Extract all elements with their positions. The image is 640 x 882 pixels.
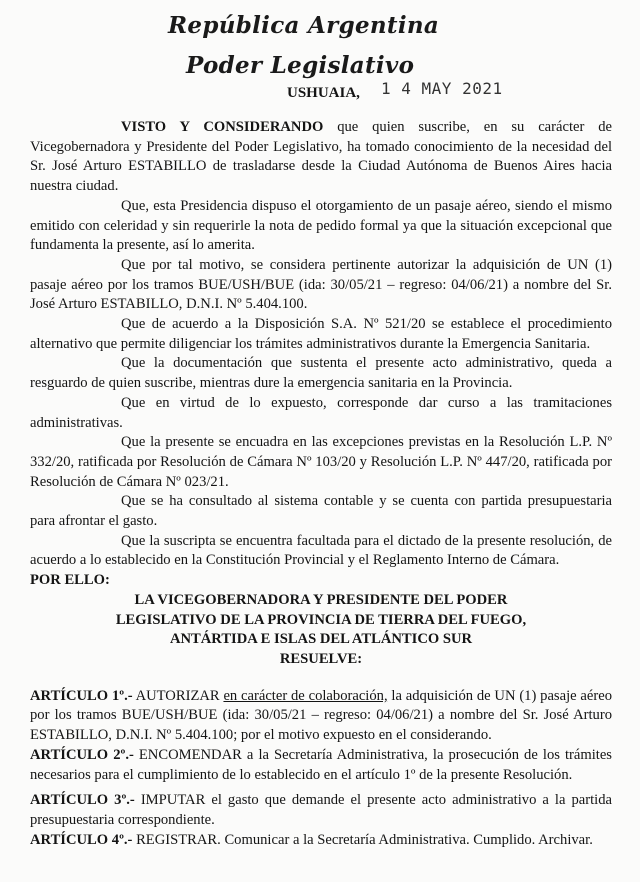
article-2 <box>30 746 612 785</box>
article-label: ARTÍCULO 2º.- <box>30 746 134 763</box>
considerando-paragraph: Que la presente se encuadra en las excepciones previstas en la Resolución L.P. Nº 332/20, ratificada por Resolución de Cámara Nº 103/20 y Resolución L.P. Nº 447/20, ratificada por Resolución de Cámara Nº 023/21. <box>30 434 612 490</box>
letterhead-poder-legislativo: Poder Legislativo <box>186 52 415 79</box>
article-text: IMPUTAR el gasto que demande el presente acto administrativo a la partida presupuestaria correspondiente. <box>30 792 612 828</box>
article-underlined-text: en carácter de colaboración, <box>223 687 388 704</box>
considerando-paragraph: Que la suscripta se encuentra facultada para el dictado de la presente resolución, de acuerdo a lo establecido en la Constitución Provincial y el Reglamento Interno de Cámara. <box>30 532 612 569</box>
article-3 <box>30 791 612 830</box>
article-text: ENCOMENDAR a la Secretaría Administrativa, la prosecución de los trámites necesarios para el cumplimiento de lo establecido en el artículo 1º de la presente Resolución. <box>30 746 612 783</box>
city-label: USHUAIA, <box>287 85 360 101</box>
article-text: REGISTRAR. Comunicar a la Secretaría Administrativa. Cumplido. Archivar. <box>132 831 593 848</box>
article-label: ARTÍCULO 1º.- <box>30 687 133 704</box>
article-4 <box>30 831 612 851</box>
article-1 <box>30 687 612 746</box>
considerando-paragraph: Que, esta Presidencia dispuso el otorgamiento de un pasaje aéreo, siendo el mismo emitido con celeridad y sin requerirle la nota de pedido formal ya que la situación excepcional que fundamenta la presente, así lo amerita. <box>30 197 612 254</box>
visto-lead: VISTO Y CONSIDERANDO <box>121 119 324 135</box>
article-text: AUTORIZAR <box>132 687 224 704</box>
article-label: ARTÍCULO 4º.- <box>30 831 133 848</box>
resuelve-heading: RESUELVE: <box>279 650 363 667</box>
resolution-body <box>30 118 612 850</box>
por-ello-heading: POR ELLO: <box>30 572 110 589</box>
visto-paragraph <box>30 118 612 197</box>
considerando-paragraph: Que se ha consultado al sistema contable y se cuenta con partida presupuestaria para afrontar el gasto. <box>30 493 612 530</box>
article-label: ARTÍCULO 3º.- <box>30 792 135 809</box>
authority-line: LA VICEGOBERNADORA Y PRESIDENTE DEL PODER <box>134 591 508 608</box>
considerando-paragraph: Que por tal motivo, se considera pertinente autorizar la adquisición de UN (1) pasaje aéreo por los tramos BUE/USH/BUE (ida: 30/05/21 – regreso: 04/06/21) a nombre del Sr. José Arturo ESTABILLO, D.N.I. Nº 5.404.100. <box>30 256 612 313</box>
considerando-paragraph: Que de acuerdo a la Disposición S.A. Nº 521/20 se establece el procedimiento alternativo que permite diligenciar los trámites administrativos durante la Emergencia Sanitaria. <box>30 316 612 352</box>
authority-line: LEGISLATIVO DE LA PROVINCIA DE TIERRA DEL FUEGO, <box>115 611 527 628</box>
article-text: la adquisición de UN (1) pasaje aéreo por los tramos BUE/USH/BUE (ida: 30/05/21 – regreso: 04/06/21) a nombre del Sr. José Arturo ESTABILLO, D.N.I. Nº 5.404.100; por el motivo expuesto en el considerando. <box>30 687 613 744</box>
visto-text: que quien suscribe, en su carácter de Vicegobernadora y Presidente del Poder Legislativo, ha tomado conocimiento de la necesidad del Sr. José Arturo ESTABILLO de trasladarse desde la Ciudad Autónoma de Buenos Aires hacia nuestra ciudad. <box>30 119 612 195</box>
date-stamp: 1 4 MAY 2021 <box>381 79 503 98</box>
letterhead-republica: República Argentina <box>168 12 440 39</box>
authority-line: ANTÁRTIDA E ISLAS DEL ATLÁNTICO SUR <box>169 631 473 648</box>
considerando-paragraph: Que la documentación que sustenta el presente acto administrativo, queda a resguardo de quien suscribe, mientras dure la emergencia sanitaria en la Provincia. <box>30 355 612 392</box>
considerando-paragraph: Que en virtud de lo expuesto, corresponde dar curso a las tramitaciones administrativas. <box>30 394 612 431</box>
